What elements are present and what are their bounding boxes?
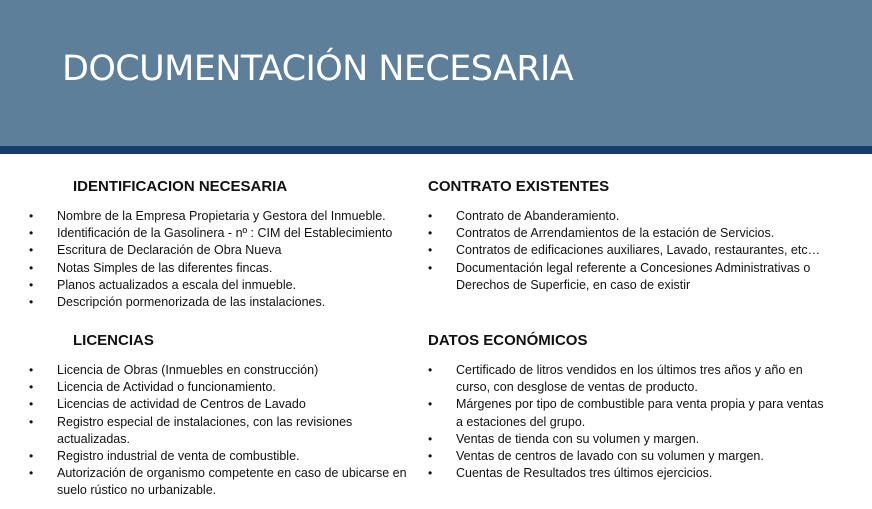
section-contratos xyxy=(428,178,828,294)
section-heading: CONTRATO EXISTENTES xyxy=(428,178,610,195)
list-item: • Registro industrial de venta de combustible. xyxy=(29,448,419,465)
section-licencias xyxy=(29,332,419,500)
list-item: • Identificación de la Gasolinera - nº : CIM del Establecimiento xyxy=(29,225,419,242)
list-item: • Cuentas de Resultados tres últimos ejercicios. xyxy=(428,465,828,482)
list-item: • Documentación legal referente a Concesiones Administrativas o Derechos de Superficie, en caso de existir xyxy=(428,260,828,294)
list-item: • Contratos de edificaciones auxiliares, Lavado, restaurantes, etc… xyxy=(428,242,828,259)
bullet-list xyxy=(428,208,828,294)
header-divider xyxy=(0,146,872,154)
section-heading: IDENTIFICACION NECESARIA xyxy=(73,178,288,195)
list-item: • Ventas de tienda con su volumen y margen. xyxy=(428,431,828,448)
list-item: • Certificado de litros vendidos en los últimos tres años y año en curso, con desglose de ventas de producto. xyxy=(428,362,828,396)
bullet-list xyxy=(29,362,419,500)
list-item: • Ventas de centros de lavado con su volumen y margen. xyxy=(428,448,828,465)
section-identificacion xyxy=(29,178,419,311)
list-item: • Contratos de Arrendamientos de la estación de Servicios. xyxy=(428,225,828,242)
section-heading: LICENCIAS xyxy=(73,332,154,349)
list-item: • Registro especial de instalaciones, con las revisiones actualizadas. xyxy=(29,414,419,448)
bullet-list xyxy=(428,362,828,482)
list-item: • Autorización de organismo competente en caso de ubicarse en suelo rústico no urbanizable. xyxy=(29,465,419,499)
list-item: • Planos actualizados a escala del inmueble. xyxy=(29,277,419,294)
section-datos-economicos xyxy=(428,332,828,482)
list-item: • Descripción pormenorizada de las instalaciones. xyxy=(29,294,419,311)
page-title: DOCUMENTACIÓN NECESARIA xyxy=(62,49,574,89)
list-item: • Licencia de Obras (Inmuebles en construcción) xyxy=(29,362,419,379)
list-item: • Contrato de Abanderamiento. xyxy=(428,208,828,225)
list-item: • Licencia de Actividad o funcionamiento. xyxy=(29,379,419,396)
list-item: • Márgenes por tipo de combustible para venta propia y para ventas a estaciones del grupo. xyxy=(428,396,828,430)
list-item: • Licencias de actividad de Centros de Lavado xyxy=(29,396,419,413)
list-item: • Notas Simples de las diferentes fincas. xyxy=(29,260,419,277)
bullet-list xyxy=(29,208,419,311)
header-banner xyxy=(0,0,872,146)
list-item: • Nombre de la Empresa Propietaria y Gestora del Inmueble. xyxy=(29,208,419,225)
section-heading: DATOS ECONÓMICOS xyxy=(428,332,588,349)
list-item: • Escritura de Declaración de Obra Nueva xyxy=(29,242,419,259)
